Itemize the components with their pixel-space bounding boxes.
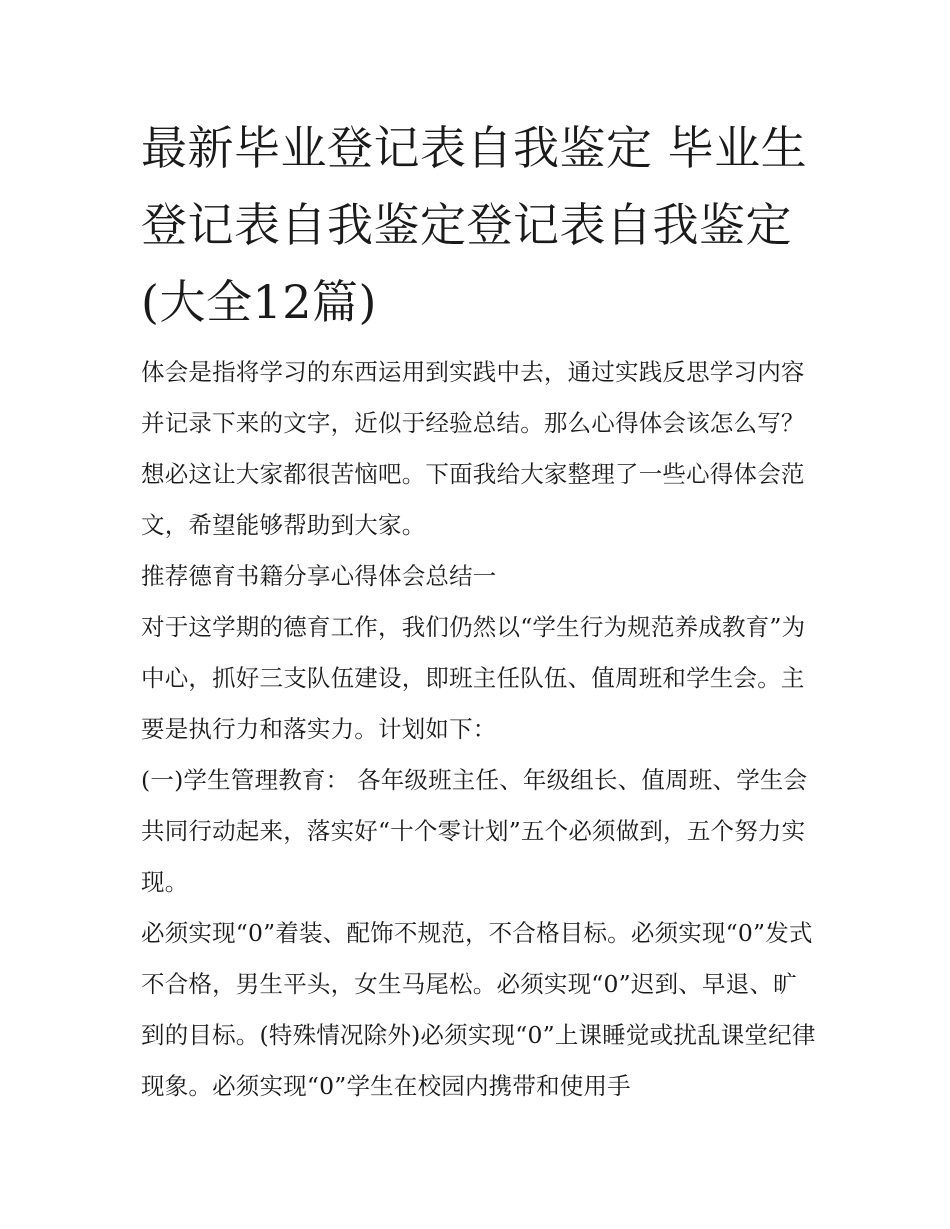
paragraph-section-heading: 推荐德育书籍分享心得体会总结一 <box>141 562 497 590</box>
paragraph-intro: 体会是指将学习的东西运用到实践中去，通过实践反思学习内容并记录下来的文字，近似于经验总结。那么心得体会该怎么写？想必这让大家都很苦恼吧。下面我给大家整理了一些心得体会范文，希望能够帮助到大家。 <box>141 358 805 539</box>
document-body <box>141 347 817 1112</box>
document-content <box>141 110 817 1112</box>
paragraph-plan-overview: 对于这学期的德育工作，我们仍然以“学生行为规范养成教育”为中心，抓好三支队伍建设，即班主任队伍、值周班和学生会。主要是执行力和落实力。计划如下： <box>141 613 806 743</box>
paragraph-student-management: (一)学生管理教育： 各年级班主任、年级组长、值周班、学生会共同行动起来，落实好“十个零计划”五个必须做到，五个努力实现。 <box>141 766 808 896</box>
paragraph-zero-targets: 必须实现“0”着装、配饰不规范，不合格目标。必须实现“0”发式不合格，男生平头，女生马尾松。必须实现“0”迟到、早退、旷到的目标。(特殊情况除外)必须实现“0”上课睡觉或扰乱课堂纪律现象。必须实现“0”学生在校园内携带和使用手 <box>141 919 816 1100</box>
document-title: 最新毕业登记表自我鉴定 毕业生登记表自我鉴定登记表自我鉴定(大全12篇) <box>141 121 808 329</box>
